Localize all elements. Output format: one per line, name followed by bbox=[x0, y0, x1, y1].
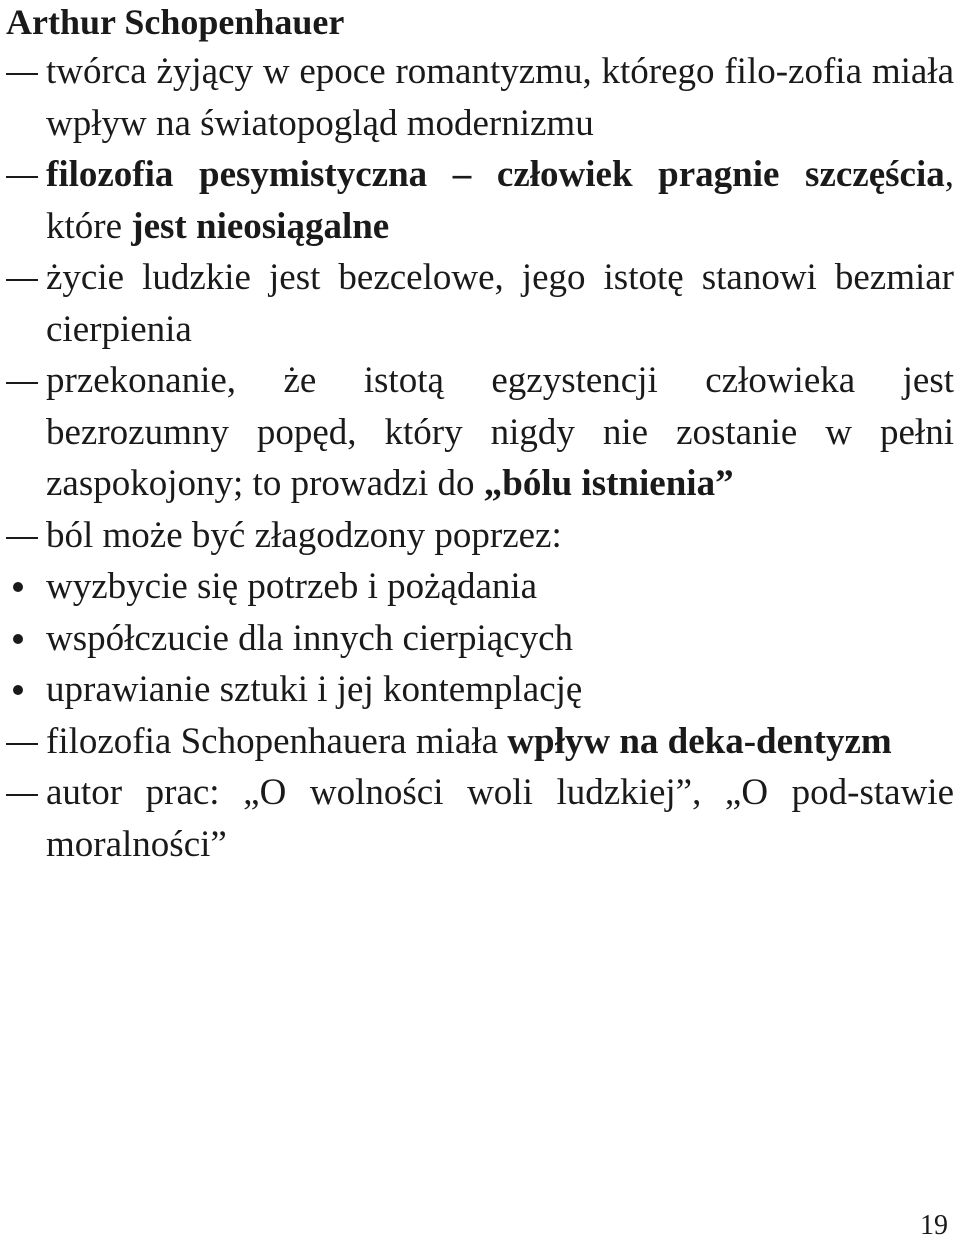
item-text: , które bbox=[46, 154, 954, 247]
item-text: twórca żyjący w epoce romantyzmu, którego filo-zofia miała wpływ na światopogląd modernizmu bbox=[46, 51, 954, 144]
dash-marker bbox=[6, 46, 40, 75]
item-text: wyzbycie się potrzeb i pożądania bbox=[46, 566, 538, 607]
bullet-item-3 bbox=[6, 664, 954, 716]
item-text: filozofia Schopenhauera miała bbox=[46, 720, 508, 762]
item-text: uprawianie sztuki i jej kontemplację bbox=[46, 669, 583, 710]
page-number: 19 bbox=[920, 1210, 948, 1241]
item-text-bold: jest nieosiągalne bbox=[131, 205, 390, 247]
dash-marker bbox=[6, 510, 40, 539]
bullet-icon bbox=[6, 664, 40, 695]
dash-marker bbox=[6, 252, 40, 281]
item-text-bold: wpływ na deka-dentyzm bbox=[507, 720, 892, 762]
bullet-item-2 bbox=[6, 613, 954, 665]
item-text: współczucie dla innych cierpiących bbox=[46, 617, 574, 659]
item-text: przekonanie, że istotą egzystencji człowieka jest bezrozumny popęd, który nigdy nie zostanie w pełni zaspokojony; to prowadzi do bbox=[46, 360, 954, 504]
item-text: życie ludzkie jest bezcelowe, jego istotę stanowi bezmiar cierpienia bbox=[46, 257, 954, 350]
bullet-item-1 bbox=[6, 561, 954, 613]
list-item-2 bbox=[6, 149, 954, 252]
item-text-bold: filozofia pesymistyczna – człowiek pragnie szczęścia bbox=[46, 154, 945, 195]
page-title: Arthur Schopenhauer bbox=[6, 2, 345, 42]
dash-marker bbox=[6, 149, 40, 178]
bullet-icon bbox=[6, 561, 40, 592]
item-list bbox=[6, 46, 954, 870]
list-item-1 bbox=[6, 46, 954, 149]
list-item-3 bbox=[6, 252, 954, 355]
list-item-5 bbox=[6, 510, 954, 562]
item-text-bold: „bólu istnienia” bbox=[483, 463, 734, 504]
item-text: ból może być złagodzony poprzez: bbox=[46, 514, 562, 556]
bullet-icon bbox=[6, 613, 40, 644]
list-item-7 bbox=[6, 767, 954, 870]
list-item-6 bbox=[6, 716, 954, 768]
list-item-4 bbox=[6, 355, 954, 510]
dash-marker bbox=[6, 716, 40, 745]
dash-marker bbox=[6, 355, 40, 384]
item-text: autor prac: „O wolności woli ludzkiej”, „O pod-stawie moralności” bbox=[46, 772, 954, 865]
page bbox=[6, 0, 954, 870]
dash-marker bbox=[6, 767, 40, 796]
